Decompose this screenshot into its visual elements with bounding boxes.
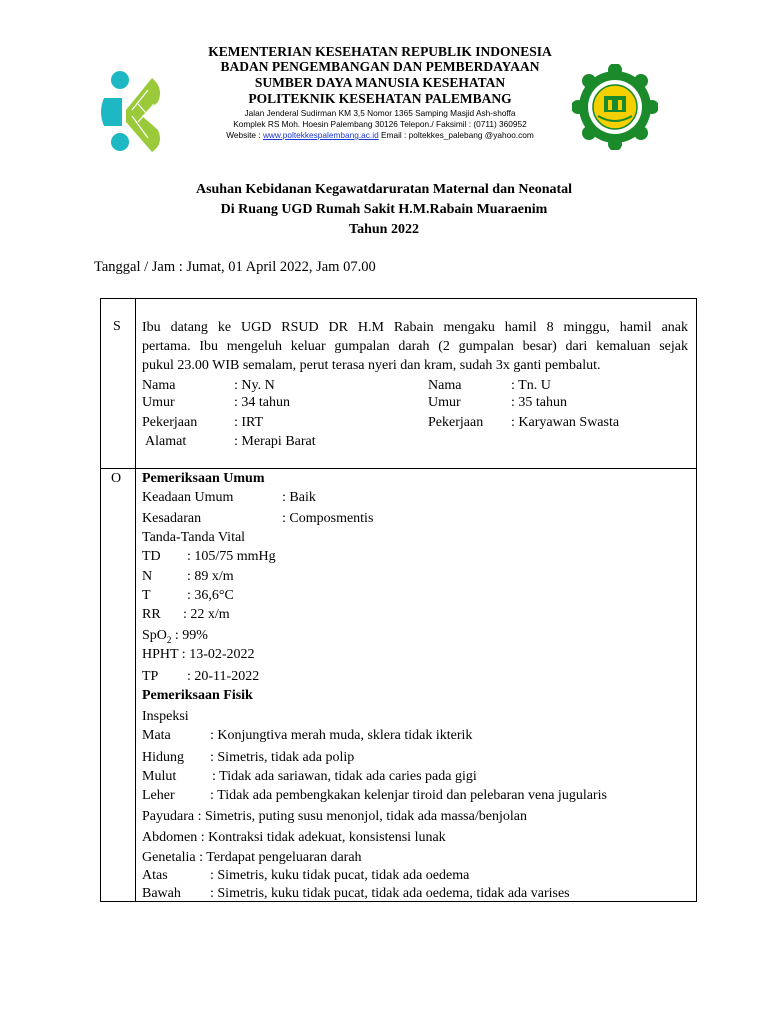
suami-nama-label: Nama [428, 378, 462, 393]
hidung-value: : Simetris, tidak ada polip [210, 750, 355, 765]
pemeriksaan-umum-heading: Pemeriksaan Umum [142, 471, 265, 486]
rr-label: RR [142, 607, 161, 622]
spo2-value: : 99% [171, 628, 208, 643]
td-value: : 105/75 mmHg [187, 549, 276, 564]
genetalia-line: Genetalia : Terdapat pengeluaran darah [142, 850, 362, 865]
bawah-value: : Simetris, kuku tidak pucat, tidak ada oedema, tidak ada varises [210, 886, 570, 901]
suami-nama-value: : Tn. U [511, 378, 551, 393]
logo-dot-top [111, 71, 129, 89]
spo2-label: SpO [142, 628, 167, 643]
website-label: Website : [226, 130, 263, 140]
header-address-2: Komplek RS Moh. Hoesin Palembang 30126 Telepon./ Faksimil : (0711) 360952 [233, 119, 527, 129]
t-label: T [142, 588, 151, 603]
abdomen-line: Abdomen : Kontraksi tidak adekuat, konsistensi lunak [142, 830, 446, 845]
mata-label: Mata [142, 728, 171, 743]
n-value: : 89 x/m [187, 569, 234, 584]
ibu-alamat-label: Alamat [145, 434, 187, 449]
table-column-divider [135, 298, 136, 902]
header-ministry: KEMENTERIAN KESEHATAN REPUBLIK INDONESIA [208, 44, 552, 59]
bawah-label: Bawah [142, 886, 181, 901]
suami-umur-value: : 35 tahun [511, 395, 567, 410]
ibu-pekerjaan-value: : IRT [234, 415, 264, 430]
ibu-nama-label: Nama [142, 378, 176, 393]
table-row-divider [100, 468, 697, 469]
website-link[interactable]: www.poltekkespalembang.ac.id [262, 130, 379, 140]
hidung-label: Hidung [142, 750, 184, 765]
s-paragraph-line2: pertama. Ibu mengeluh keluar gumpalan darah (2 gumpalan besar) dari kemaluan sejak [142, 339, 688, 354]
mulut-value: : Tidak ada sariawan, tidak ada caries pada gigi [212, 769, 477, 784]
tp-value: : 20-11-2022 [187, 669, 260, 684]
table-border-left [100, 298, 101, 902]
atas-value: : Simetris, kuku tidak pucat, tidak ada oedema [210, 868, 470, 883]
kemenkes-logo [98, 66, 166, 158]
td-label: TD [142, 549, 161, 564]
s-paragraph [142, 318, 688, 375]
keadaan-umum-label: Keadaan Umum [142, 490, 234, 505]
mulut-label: Mulut [142, 769, 177, 784]
header-contact [170, 130, 590, 140]
suami-umur-label: Umur [428, 395, 461, 410]
leher-label: Leher [142, 788, 175, 803]
o-code: O [111, 471, 122, 486]
ibu-umur-label: Umur [142, 395, 175, 410]
hpht-line: HPHT : 13-02-2022 [142, 647, 255, 662]
poltekkes-emblem [572, 64, 658, 150]
suami-pekerjaan-label: Pekerjaan [428, 415, 484, 430]
t-value: : 36,6°C [187, 588, 234, 603]
inspeksi-heading: Inspeksi [142, 709, 189, 724]
s-paragraph-line1: Ibu datang ke UGD RSUD DR H.M Rabain mengaku hamil 8 minggu, hamil anak [142, 320, 688, 335]
logo-right-chevron [126, 78, 160, 152]
leher-value: : Tidak ada pembengkakan kelenjar tiroid dan pelebaran vena jugularis [210, 788, 607, 803]
table-border-right [696, 298, 697, 902]
header-address-1: Jalan Jenderal Sudirman KM 3,5 Nomor 1365 Samping Masjid Ash-shoffa [244, 108, 516, 118]
email-text: Email : poltekkes_palebang @yahoo.com [378, 130, 534, 140]
suami-pekerjaan-value: : Karyawan Swasta [511, 415, 620, 430]
rr-value: : 22 x/m [183, 607, 230, 622]
mata-value: : Konjungtiva merah muda, sklera tidak ikterik [210, 728, 473, 743]
n-label: N [142, 569, 153, 584]
logo-left-shape [101, 98, 122, 126]
ibu-umur-value: : 34 tahun [234, 395, 290, 410]
s-paragraph-line3: pukul 23.00 WIB semalam, perut terasa nyeri dan kram, sudah 3x ganti pembalut. [142, 358, 601, 373]
date-line: Tanggal / Jam : Jumat, 01 April 2022, Jam 07.00 [94, 259, 376, 275]
ibu-pekerjaan-label: Pekerjaan [142, 415, 198, 430]
doc-title-line3: Tahun 2022 [349, 222, 419, 237]
ttv-heading: Tanda-Tanda Vital [142, 530, 246, 545]
atas-label: Atas [142, 868, 168, 883]
spo2-subscript: 2 [166, 634, 172, 645]
header-institution: POLITEKNIK KESEHATAN PALEMBANG [248, 91, 512, 106]
header-agency-2: SUMBER DAYA MANUSIA KESEHATAN [254, 75, 506, 90]
pemeriksaan-fisik-heading: Pemeriksaan Fisik [142, 688, 253, 703]
table-border-top [100, 298, 697, 299]
ibu-alamat-value: : Merapi Barat [234, 434, 316, 449]
payudara-line: Payudara : Simetris, puting susu menonjol, tidak ada massa/benjolan [142, 809, 527, 824]
doc-title-line1: Asuhan Kebidanan Kegawatdaruratan Maternal dan Neonatal [195, 182, 573, 197]
kesadaran-label: Kesadaran [142, 511, 202, 526]
s-code: S [113, 319, 121, 334]
logo-dot-bottom [111, 133, 129, 151]
ibu-nama-value: : Ny. N [234, 378, 275, 393]
doc-title-line2: Di Ruang UGD Rumah Sakit H.M.Rabain Muaraenim [220, 202, 548, 217]
keadaan-umum-value: : Baik [282, 490, 316, 505]
kesadaran-value: : Composmentis [282, 511, 374, 526]
header-agency: BADAN PENGEMBANGAN DAN PEMBERDAYAAN [220, 59, 540, 74]
tp-label: TP [142, 669, 159, 684]
